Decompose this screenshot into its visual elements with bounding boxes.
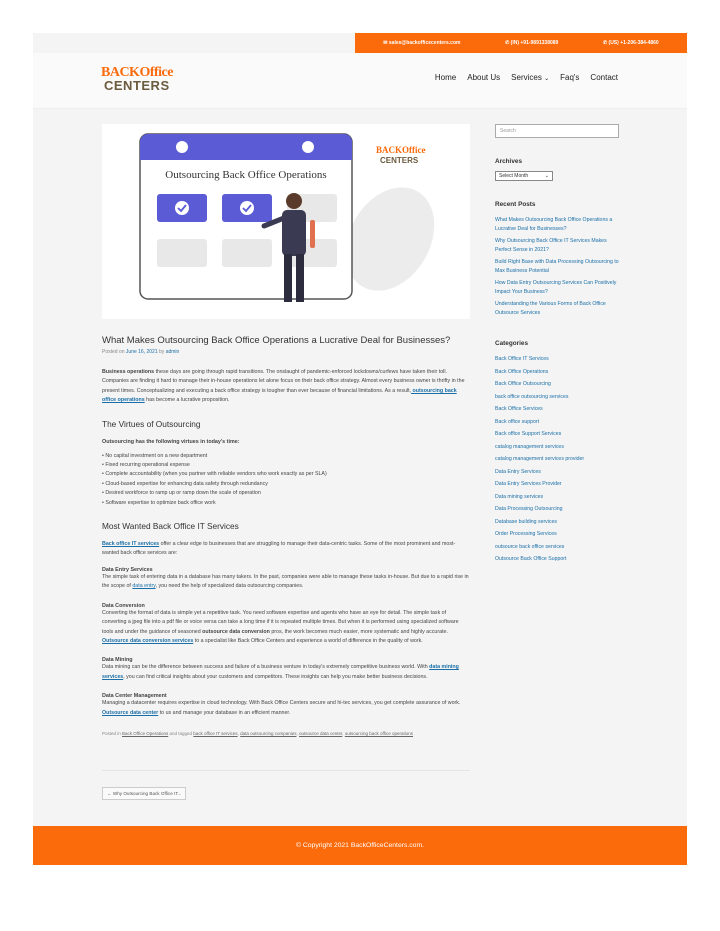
s4-text: Managing a datacenter requires expertise in cloud technology. With Back Office Centers secure and hi-tec services, you get complete assurance of work.: [102, 700, 461, 707]
search-input[interactable]: Search: [495, 124, 619, 138]
tag-link[interactable]: back office IT services: [193, 730, 238, 736]
list-item: • Desired workforce to ramp up or ramp down the scale of operation: [102, 490, 261, 497]
main-nav: [435, 73, 618, 82]
list-item: • No capital investment on a new department: [102, 452, 208, 459]
category-item[interactable]: Order Processing Services: [495, 531, 557, 537]
nav-contact[interactable]: Contact: [590, 73, 618, 82]
category-item[interactable]: catalog management services: [495, 443, 564, 450]
category-link[interactable]: Back Office Operations: [122, 730, 169, 736]
category-item[interactable]: catalog management services provider: [495, 456, 585, 462]
list-item: • Software expertise to optimize back office work: [102, 499, 216, 506]
tag-link[interactable]: outsourcing back office operations: [344, 730, 413, 736]
posted-in-label: Posted in: [102, 730, 121, 736]
hero-caption: Outsourcing Back Office Operations: [165, 169, 327, 181]
post-article: [102, 124, 470, 800]
chevron-down-icon: ⌄: [544, 173, 549, 179]
category-item[interactable]: Data Entry Services: [495, 468, 541, 475]
phone-in-link[interactable]: ✆ (IN) +91-9891338089: [505, 40, 559, 46]
contact-strip: [355, 33, 687, 53]
category-item[interactable]: Back Office Operations: [495, 368, 549, 375]
nav-faqs[interactable]: Faq's: [560, 73, 580, 82]
top-bar: [33, 33, 687, 53]
intro-text: these days are going through rapid transitions. The onslaught of pandemic-enforced lockdowns/curfews have taken their toll. Companies are finding it hard to manage their in-house operations let alone focus on their back office strategy. Almost every business owner is thrifty in the present times. Conceptualizing and executing a back office strategy is tougher than ever because of financial limitations. As a result,: [102, 369, 465, 394]
s1-link[interactable]: data entry: [132, 583, 156, 590]
nav-services[interactable]: [511, 73, 549, 82]
intro-bold: Business operations: [102, 369, 155, 375]
intro-end: has become a lucrative proposition.: [144, 397, 230, 404]
logo-line1: BACKOffice: [101, 65, 173, 80]
s2-link[interactable]: Outsource data conversion services: [102, 637, 194, 644]
s4-title: Data Center Management: [102, 693, 167, 700]
author-link[interactable]: admin: [165, 349, 180, 355]
category-item[interactable]: Data mining services: [495, 493, 544, 500]
s3-text: Data mining can be the difference between success and failure of a business venture in today's extremely competitive business world. With: [102, 664, 428, 671]
post-navigation: [102, 770, 470, 800]
content-area: [33, 110, 687, 826]
category-item[interactable]: Data Processing Outsourcing: [495, 506, 563, 512]
virtues-intro: Outsourcing has the following virtues in today's time:: [102, 438, 240, 445]
previous-post-button[interactable]: ← Why Outsourcing Back Office IT...: [102, 787, 186, 800]
s2-end: to a specialist like Back Office Centers and experience a world of difference in the quality of work.: [193, 637, 423, 644]
meta-by: by: [159, 349, 165, 355]
list-item: • Complete accountability (when you partner with reliable vendors who work exactly as per SLA): [102, 471, 327, 478]
chevron-down-icon: ⌄: [544, 76, 550, 82]
hero-logo-line2: CENTERS: [380, 156, 419, 165]
sidebar: [495, 124, 619, 569]
email-link[interactable]: ✉ sales@backofficecenters.com: [383, 40, 461, 46]
post-meta: [102, 349, 470, 355]
wanted-paragraph: [102, 540, 470, 559]
s3-end: , you can find critical insights about your customers and competitors. These insights can help you make better business decisions.: [123, 673, 428, 680]
s1-end: , you need the help of specialized data outsourcing companies.: [155, 583, 304, 590]
post-date-link[interactable]: June 16, 2021: [125, 349, 158, 355]
tagged-label: and tagged: [169, 730, 193, 736]
s3-title: Data Mining: [102, 657, 133, 664]
site-logo[interactable]: [101, 66, 173, 92]
hero-logo-line1: BACKOffice: [376, 145, 426, 155]
s2-title: Data Conversion: [102, 602, 145, 609]
nav-services-label: Services: [511, 73, 542, 82]
category-item[interactable]: Database building services: [495, 518, 557, 525]
site-footer: [33, 826, 687, 865]
s2-bold: outsource data conversion: [202, 628, 270, 635]
list-item: • Fixed recurring operational expense: [102, 462, 190, 469]
page: [33, 33, 687, 865]
s4-paragraph: [102, 699, 470, 718]
hero-image: [102, 124, 470, 319]
intro-link[interactable]: outsourcing back office operations: [102, 387, 457, 404]
wanted-link[interactable]: Back office IT services: [102, 541, 160, 548]
category-item[interactable]: Back Office Outsourcing: [495, 381, 551, 387]
s1-paragraph: [102, 573, 470, 592]
category-item[interactable]: back office outsourcing services: [495, 393, 569, 400]
list-item: • Cloud-based expertise for enhancing data safety through redundancy: [102, 480, 268, 487]
category-item[interactable]: Back Office IT Services: [495, 356, 549, 362]
s4-end: to us and manage your database in an efficient manner.: [158, 709, 291, 716]
phone-us-text: (US) +1-206-384-4860: [608, 40, 659, 46]
categories-list: [495, 356, 619, 563]
meta-prefix: Posted on: [102, 349, 125, 355]
archives-select-value: Select Month: [499, 173, 529, 179]
wanted-text: offer a clear edge to businesses that are struggling to manage their data-centric tasks. Some of the most prominent and most-wanted back office services are:: [102, 541, 456, 557]
s2-text: Converting the format of data is simple yet a repetitive task. You need software expertise and agents who have an eye for detail. The simple task of converting a jpeg file into a pdf file or voice versa can take a long time if it is repeated multiple times. But when it is performed using specialized software tools and under the guidance of seasoned: [102, 609, 459, 635]
recent-post-link[interactable]: What Makes Outsourcing Back Office Operations a Lucrative Deal for Businesses?: [495, 217, 613, 232]
s3-paragraph: [102, 663, 470, 682]
recent-posts-list: [495, 216, 619, 318]
category-item[interactable]: Data Entry Services Provider: [495, 481, 562, 487]
category-item[interactable]: Back Office Services: [495, 406, 543, 412]
virtues-list: [102, 452, 470, 508]
category-item[interactable]: Outsource Back Office Support: [495, 556, 567, 562]
copyright-text: © Copyright 2021 BackOfficeCenters.com.: [295, 842, 425, 849]
recent-post-link[interactable]: Why Outsourcing Back Office IT Services Makes Perfect Sense in 2021?: [495, 238, 607, 253]
category-item[interactable]: Back office Support Services: [495, 431, 562, 437]
categories-title: Categories: [495, 340, 529, 347]
s4-link[interactable]: Outsource data center: [102, 709, 159, 716]
virtues-heading: The Virtues of Outsourcing: [102, 418, 201, 429]
s1-text: The simple task of entering data in a database has many takers. In the past, companies were able to manage these tasks in-house. But due to a rapid rise in the scope of: [102, 573, 469, 590]
category-item[interactable]: Back office support: [495, 418, 540, 425]
s3-link[interactable]: data mining services: [102, 664, 459, 680]
recent-post-link[interactable]: Understanding the Various Forms of Back Office Outsource Services: [495, 301, 606, 316]
phone-us-link[interactable]: ✆ (US) +1-206-384-4860: [602, 40, 659, 46]
s2-paragraph: [102, 609, 470, 647]
archives-title: Archives: [495, 158, 522, 165]
recent-post-link[interactable]: How Data Entry Outsourcing Services Can Positively Impact Your Business?: [495, 280, 617, 295]
tag-link[interactable]: data outsourcing companies: [240, 730, 297, 736]
tag-link[interactable]: outsource data center: [298, 730, 343, 736]
recent-posts-title: Recent Posts: [495, 201, 536, 208]
logo-line2: CENTERS: [104, 78, 170, 93]
post-taxonomy: Posted in Back Office Operations and tagged back office IT services, data outsourcing companies, outsource data center, outsourcing back office operations: [102, 730, 413, 736]
intro-paragraph: [102, 368, 470, 406]
recent-post-link[interactable]: Build Right Base with Data Processing Outsourcing to Max Business Potential: [495, 259, 619, 274]
site-header: [33, 53, 687, 109]
s2-mid: pros, the work becomes much easier, more systematic and highly accurate.: [269, 628, 448, 635]
archives-select[interactable]: [495, 171, 553, 181]
email-text: sales@backofficecenters.com: [388, 40, 461, 46]
wanted-heading: Most Wanted Back Office IT Services: [102, 521, 239, 532]
s1-title: Data Entry Services: [102, 566, 153, 573]
nav-about[interactable]: About Us: [467, 73, 501, 82]
phone-in-text: (IN) +91-9891338089: [510, 40, 559, 46]
post-title: What Makes Outsourcing Back Office Operations a Lucrative Deal for Businesses?: [102, 335, 451, 346]
hero-illustration: [102, 124, 470, 319]
nav-home[interactable]: Home: [434, 73, 457, 82]
category-item[interactable]: outsource back office services: [495, 543, 565, 550]
